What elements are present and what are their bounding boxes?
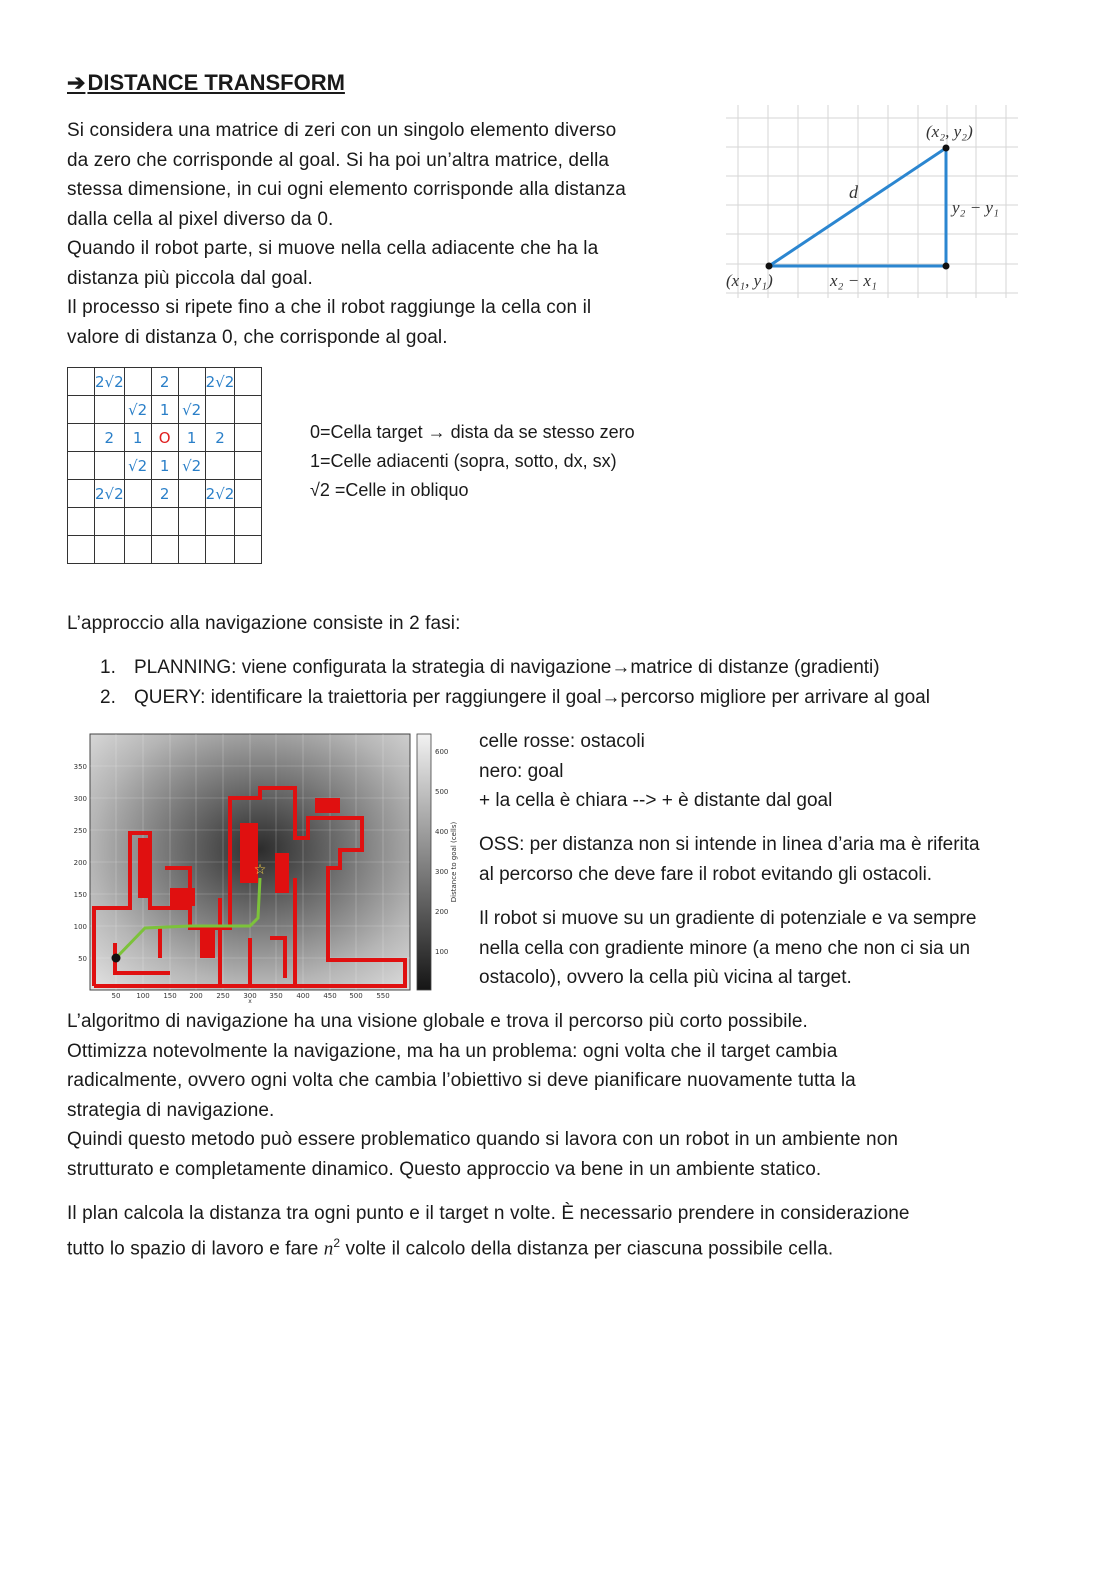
grid-cell: 1 [151, 396, 178, 424]
star-icon: ☆ [253, 862, 267, 878]
grid-cell [205, 536, 235, 564]
grid-cell [235, 424, 262, 452]
oss-note [479, 830, 980, 889]
point2-label: (x₂, y₂) [926, 122, 973, 141]
grid-cell [68, 396, 95, 424]
x-tick: 200 [189, 992, 203, 1000]
grid-cell [235, 480, 262, 508]
x-tick: 50 [111, 992, 121, 1000]
grid-cell: 2 [151, 480, 178, 508]
grid-cell: √2 [124, 396, 151, 424]
note-line: Il robot si muove su un gradiente di potenziale e va sempre [479, 908, 977, 929]
grid-cell [178, 480, 205, 508]
y-tick: 250 [73, 827, 87, 835]
list-text: QUERY: identificare la traiettoria per raggiungere il goal→percorso migliore per arrivare al goal [134, 686, 930, 708]
grid-cell [151, 536, 178, 564]
point1-label: (x₁, y₁) [726, 271, 773, 290]
grid-cell: √2 [178, 452, 205, 480]
note-line: nero: goal [479, 760, 564, 782]
grid-row [68, 424, 262, 452]
list-number: 1. [100, 657, 116, 678]
colorbar [417, 734, 431, 990]
text-line: radicalmente, ovvero ogni volta che cambia l’obiettivo si deve pianificare nuovamente tutta la [67, 1070, 856, 1091]
y-tick: 200 [73, 859, 87, 867]
x-tick: 300 [243, 992, 257, 1000]
grid-cell [205, 396, 235, 424]
x-tick: 400 [296, 992, 310, 1000]
grid-row [68, 508, 262, 536]
x-tick: 350 [269, 992, 283, 1000]
list-item [100, 683, 930, 713]
grid-cell [151, 508, 178, 536]
y-tick: 150 [73, 891, 87, 899]
grid-cell [68, 536, 95, 564]
x-axis-label: x [248, 998, 252, 1003]
math-exponent: 2 [333, 1235, 341, 1250]
colorbar-tick: 200 [435, 908, 449, 916]
distance-grid [67, 367, 262, 564]
start-marker [112, 954, 121, 963]
grid-cell [178, 536, 205, 564]
dy-label: y₂ − y₁ [952, 198, 999, 217]
grid-row [68, 536, 262, 564]
grid-cell [124, 536, 151, 564]
list-text: PLANNING: viene configurata la strategia di navigazione→matrice di distanze (gradienti) [134, 657, 880, 678]
intro-paragraph [67, 116, 626, 352]
grid-cell [68, 424, 95, 452]
text-line: dalla cella al pixel diverso da 0. [67, 208, 334, 230]
text-line: Quindi questo metodo può essere problematico quando si lavora con un robot in un ambiente non [67, 1129, 899, 1150]
x-tick: 100 [136, 992, 150, 1000]
arrow-right-icon: ➔ [67, 70, 86, 95]
x-tick: 500 [349, 992, 363, 1000]
distance-label: d [849, 182, 858, 202]
text-line: Si considera una matrice di zeri con un singolo elemento diverso [67, 120, 617, 141]
y-tick: 100 [73, 923, 87, 931]
colorbar-tick: 600 [435, 748, 449, 756]
text-line: Il processo si ripete fino a che il robot raggiunge la cella con il [67, 297, 592, 318]
note-line: al percorso che deve fare il robot evitando gli ostacoli. [479, 863, 933, 885]
grid-cell [124, 508, 151, 536]
x-tick: 150 [163, 992, 177, 1000]
y-tick: 50 [78, 955, 87, 963]
grid-cell: 2 [151, 368, 178, 396]
text-line: L’algoritmo di navigazione ha una visione globale e trova il percorso più corto possibile. [67, 1011, 808, 1032]
note-line: nella cella con gradiente minore (a meno che non ci sia un [479, 937, 971, 959]
grid-cell [68, 368, 95, 396]
colorbar-tick: 300 [435, 868, 449, 876]
grid-cell [235, 368, 262, 396]
grid-cell [235, 452, 262, 480]
x-tick: 550 [376, 992, 390, 1000]
legend-line: 0=Cella target → dista da se stesso zero [310, 422, 635, 442]
text-line: da zero che corrisponde al goal. Si ha poi un’altra matrice, della [67, 149, 610, 171]
grid-row [68, 480, 262, 508]
grid-cell: 1 [151, 452, 178, 480]
note-line: + la cella è chiara --> + è distante dal goal [479, 790, 833, 811]
phase-list [100, 653, 930, 712]
distance-map-figure [70, 728, 470, 1003]
grid-cell: 2√2 [205, 480, 235, 508]
note-line: OSS: per distanza non si intende in linea d’aria ma è riferita [479, 834, 980, 855]
grid-cell: 2 [205, 424, 235, 452]
grid-cell [124, 368, 151, 396]
grid-cell [178, 368, 205, 396]
grid-cell: 2√2 [95, 368, 125, 396]
map-notes [479, 727, 832, 816]
grid-cell: √2 [124, 452, 151, 480]
text-line: Il plan calcola la distanza tra ogni punto e il target n volte. È necessario prendere in considerazione [67, 1203, 910, 1224]
x-tick: 450 [323, 992, 337, 1000]
gradient-note [479, 904, 976, 993]
grid-row [68, 396, 262, 424]
grid-cell [235, 536, 262, 564]
grid-row [68, 452, 262, 480]
body-paragraph [67, 1007, 898, 1184]
distance-triangle-figure [718, 100, 1028, 305]
grid-cell [205, 508, 235, 536]
grid-cell [68, 452, 95, 480]
text-span: volte il calcolo della distanza per ciascuna possibile cella. [340, 1237, 834, 1259]
legend-line: 1=Celle adiacenti (sopra, sotto, dx, sx) [310, 451, 617, 471]
text-line: valore di distanza 0, che corrisponde al goal. [67, 326, 448, 348]
colorbar-label: Distance to goal (cells) [450, 821, 458, 903]
note-line: celle rosse: ostacoli [479, 731, 645, 752]
grid-cell: 2√2 [95, 480, 125, 508]
grid-cell: 1 [178, 424, 205, 452]
grid-cell [95, 508, 125, 536]
text-span: tutto lo spazio di lavoro e fare [67, 1237, 324, 1259]
grid-cell [205, 452, 235, 480]
text-line: distanza più piccola dal goal. [67, 267, 313, 289]
text-line: strutturato e completamente dinamico. Questo approccio va bene in un ambiente statico. [67, 1158, 822, 1180]
grid-cell [178, 508, 205, 536]
colorbar-tick: 100 [435, 948, 449, 956]
y-tick: 350 [73, 763, 87, 771]
dx-label: x₂ − x₁ [830, 271, 877, 290]
approach-text: L’approccio alla navigazione consiste in 2 fasi: [67, 613, 461, 634]
list-number: 2. [100, 686, 116, 708]
note-line: ostacolo), ovvero la cella più vicina al target. [479, 967, 852, 988]
grid-cell [68, 480, 95, 508]
grid-cell [95, 536, 125, 564]
grid-cell: 2 [95, 424, 125, 452]
heading-title: DISTANCE TRANSFORM [87, 70, 345, 95]
grid-legend [310, 418, 635, 505]
grid-row [68, 368, 262, 396]
text-line: Quando il robot parte, si muove nella cella adiacente che ha la [67, 238, 599, 259]
goal-cell: O [151, 424, 178, 452]
text-line: stessa dimensione, in cui ogni elemento corrisponde alla distanza [67, 179, 626, 200]
grid-cell [235, 508, 262, 536]
colorbar-tick: 500 [435, 788, 449, 796]
grid-cell [95, 396, 125, 424]
text-line [67, 1229, 910, 1264]
legend-line: √2 =Celle in obliquo [310, 480, 469, 500]
text-line: strategia di navigazione. [67, 1099, 275, 1121]
grid-cell: 2√2 [205, 368, 235, 396]
y-tick: 300 [73, 795, 87, 803]
grid-cell [95, 452, 125, 480]
grid-cell [124, 480, 151, 508]
page-heading [67, 70, 345, 96]
colorbar-tick: 400 [435, 828, 449, 836]
final-paragraph [67, 1199, 910, 1263]
x-tick: 250 [216, 992, 230, 1000]
grid-cell [68, 508, 95, 536]
list-item [100, 653, 930, 683]
text-line: Ottimizza notevolmente la navigazione, ma ha un problema: ogni volta che il target cambia [67, 1040, 838, 1062]
grid-cell: √2 [178, 396, 205, 424]
math-n: n [323, 1237, 334, 1259]
grid-cell [235, 396, 262, 424]
grid-cell: 1 [124, 424, 151, 452]
